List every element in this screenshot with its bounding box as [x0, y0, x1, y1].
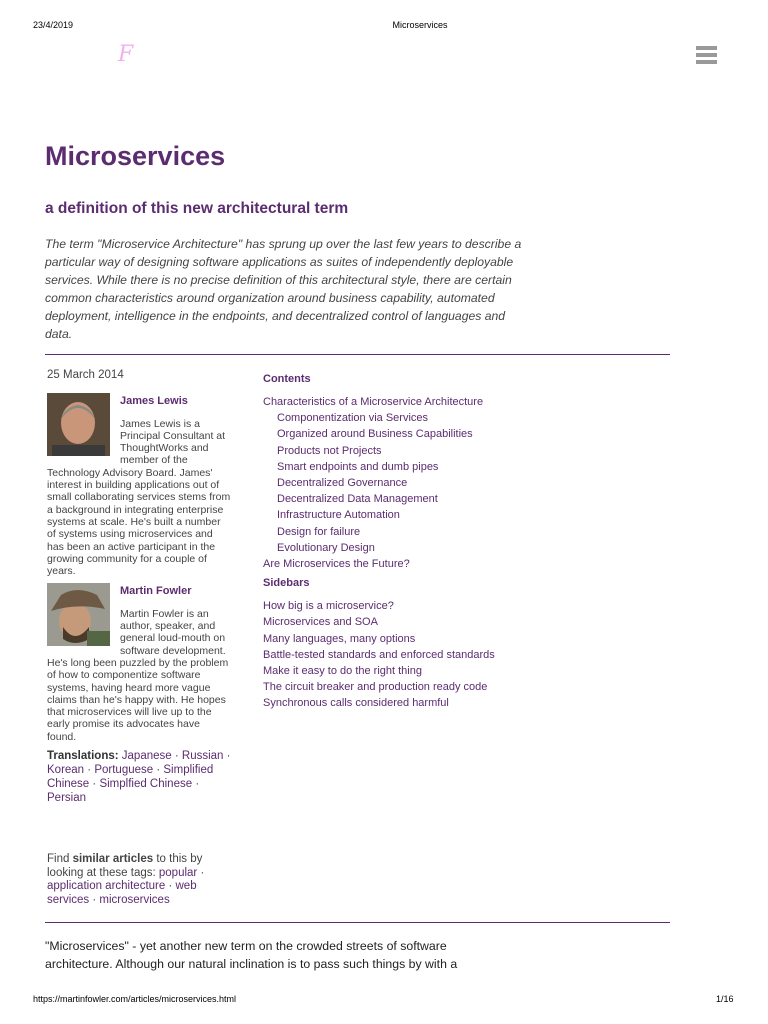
translation-link[interactable]: Simplified Chinese	[47, 764, 214, 791]
author-name[interactable]: James Lewis	[120, 395, 188, 408]
divider	[45, 922, 670, 923]
toc-link[interactable]: Decentralized Data Management	[277, 493, 438, 506]
translation-link[interactable]: Korean	[47, 764, 85, 777]
separator: ·	[197, 866, 205, 879]
site-logo[interactable]: F	[118, 42, 134, 67]
author-james-lewis	[47, 393, 232, 577]
tag-link[interactable]: web services	[47, 880, 197, 906]
tags-bold: similar articles	[72, 853, 154, 866]
translation-link[interactable]: Persian	[47, 792, 86, 805]
separator: ·	[89, 778, 100, 791]
separator: ·	[192, 778, 200, 791]
translation-link[interactable]: Russian	[181, 750, 224, 763]
separator: ·	[165, 880, 176, 893]
toc-link[interactable]: Design for failure	[277, 525, 361, 538]
toc-link[interactable]: Organized around Business Capabilities	[277, 428, 473, 441]
sidebar-link[interactable]: Many languages, many options	[263, 632, 416, 645]
page-title: Microservices	[45, 141, 226, 171]
print-date: 23/4/2019	[33, 20, 74, 30]
tag-link[interactable]: microservices	[99, 893, 170, 906]
toc-link[interactable]: Products not Projects	[277, 444, 382, 457]
toc-link[interactable]: Decentralized Governance	[277, 477, 408, 490]
sidebar-link[interactable]: Microservices and SOA	[263, 616, 378, 629]
translation-link[interactable]: Simplfied Chinese	[99, 778, 193, 791]
print-page-number: 1/16	[716, 994, 734, 1004]
intro-abstract: The term "Microservice Architecture" has sprung up over the last few years to describe a particular way of designing software applications as suites of independently deployable services. While there is no precise definition of this architectural style, there are certain common characteristics around organization around business capability, automated deployment, intelligence in the endpoints, and decentralized control of languages and data.	[45, 237, 522, 341]
separator: ·	[89, 893, 100, 906]
publish-date: 25 March 2014	[47, 369, 124, 381]
author-bio: James Lewis is a Principal Consultant at ThoughtWorks and member of the Technology Advisory Board. James' interest in building applications out of small collaborating services stems from a background in integrating enterprise systems at scale. He's built a number of systems using microservices and has been an active participant in the growing community for a couple of years.	[47, 417, 231, 578]
translations	[47, 749, 232, 805]
sidebars-heading: Sidebars	[263, 577, 310, 590]
translations-label: Translations:	[47, 750, 119, 763]
author-name[interactable]: Martin Fowler	[120, 585, 192, 598]
meta-column	[47, 369, 232, 907]
author-martin-fowler	[47, 583, 232, 743]
similar-articles	[47, 853, 232, 907]
toc-link[interactable]: Componentization via Services	[277, 412, 429, 425]
body-paragraph: "Microservices" - yet another new term on the crowded streets of software architecture. Although our natural inclination is to pass such things by with a	[45, 939, 458, 971]
translation-link[interactable]: Japanese	[121, 750, 172, 763]
martin-fowler-photo	[47, 583, 110, 646]
separator: ·	[84, 764, 95, 777]
print-url: https://martinfowler.com/articles/microservices.html	[33, 994, 237, 1004]
sidebar-link[interactable]: The circuit breaker and production ready code	[263, 681, 488, 694]
separator: ·	[153, 764, 164, 777]
tag-link[interactable]: popular	[158, 866, 198, 879]
james-lewis-photo	[47, 393, 110, 456]
page-subtitle: a definition of this new architectural term	[45, 200, 349, 217]
sidebar-link[interactable]: How big is a microservice?	[263, 600, 394, 613]
sidebar-link[interactable]: Battle-tested standards and enforced standards	[263, 648, 495, 661]
toc-link[interactable]: Evolutionary Design	[277, 541, 375, 554]
contents-heading: Contents	[263, 373, 311, 385]
translation-link[interactable]: Portuguese	[94, 764, 154, 777]
toc-link[interactable]: Characteristics of a Microservice Architecture	[263, 396, 484, 408]
toc-link[interactable]: Infrastructure Automation	[277, 509, 400, 522]
tags-mid: to this by looking at these tags:	[47, 853, 203, 879]
divider	[45, 354, 670, 355]
table-of-contents	[263, 373, 563, 712]
sidebar-link[interactable]: Synchronous calls considered harmful	[263, 697, 449, 710]
sidebar-link[interactable]: Make it easy to do the right thing	[263, 665, 422, 678]
hamburger-menu-icon[interactable]	[696, 46, 717, 67]
separator: ·	[223, 750, 231, 763]
separator: ·	[171, 750, 182, 763]
author-bio: Martin Fowler is an author, speaker, and general loud-mouth on software development. He's long been puzzled by the problem of how to componentize software systems, having heard more vague claims than he's happy with. He hopes that microservices will live up to the early promise its advocates have found.	[47, 607, 229, 743]
print-title: Microservices	[392, 20, 448, 30]
tags-prefix: Find	[47, 853, 73, 866]
tag-link[interactable]: application architecture	[47, 880, 166, 893]
toc-link[interactable]: Smart endpoints and dumb pipes	[277, 460, 439, 473]
toc-link[interactable]: Are Microservices the Future?	[263, 558, 410, 571]
